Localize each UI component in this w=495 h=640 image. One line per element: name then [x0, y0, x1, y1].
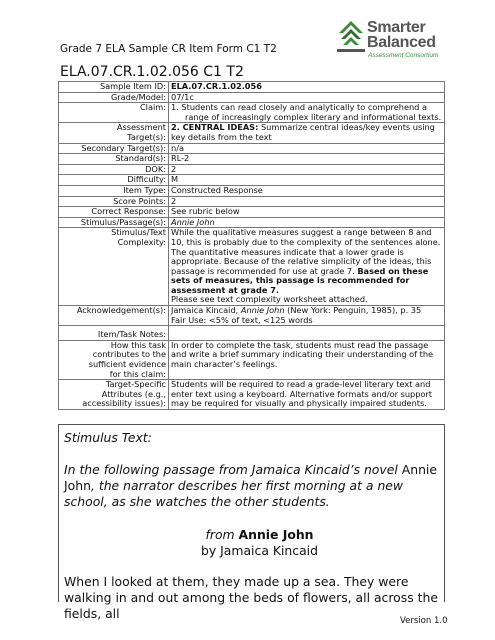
table-row [59, 228, 445, 306]
value-score-points: 2 [169, 196, 445, 207]
table-row [59, 175, 445, 186]
value-difficulty: M [169, 175, 445, 186]
label-grade-model: Grade/Model: [59, 92, 169, 103]
table-row [59, 164, 445, 175]
table-row [59, 123, 445, 143]
logo-mark-icon [337, 19, 365, 53]
table-row [59, 185, 445, 196]
label-sample-item-id: Sample Item ID: [59, 82, 169, 93]
table-row [59, 217, 445, 228]
passage-body: When I looked at them, they made up a sea. They were walking in and out among the beds of flowers, all across the fields, all [64, 574, 438, 621]
value-sample-item-id: ELA.07.CR.1.02.056 [169, 82, 445, 93]
table-row [59, 82, 445, 93]
label-acknowledgement: Acknowledgement(s): [59, 306, 169, 326]
page-header-title: Grade 7 ELA Sample CR Item Form C1 T2 [60, 43, 277, 55]
value-assessment-target: 2. CENTRAL IDEAS: Summarize central ideas/key events using key details from the text [169, 123, 445, 143]
label-standards: Standard(s): [59, 154, 169, 165]
label-task-notes: Item/Task Notes: [59, 326, 169, 341]
label-text-complexity: Stimulus/Text Complexity: [59, 228, 169, 306]
value-secondary-target: n/a [169, 143, 445, 154]
label-claim: Claim: [59, 103, 169, 123]
value-how-contributes: In order to complete the task, students must read the passage and write a brief summary indicating their understanding of the main character’s feelings. [169, 340, 445, 379]
value-dok: 2 [169, 164, 445, 175]
label-secondary-target: Secondary Target(s): [59, 143, 169, 154]
label-score-points: Score Points: [59, 196, 169, 207]
value-text-complexity: While the qualitative measures suggest a range between 8 and 10, this is probably due to the complexity of the sentences alone. The quantitative measures indicate that a lower grade is appropriate. Because of the relative simplicity of the ideas, this passage is recommended for use at grade 7. Based on these sets of measures, this passage is recommended for assessment at grade 7. Please see text complexity worksheet attached. [169, 228, 445, 306]
item-metadata-table [58, 81, 445, 410]
logo-word-smarter: Smarter [367, 19, 426, 36]
label-correct-response: Correct Response: [59, 207, 169, 218]
smarter-balanced-logo [337, 17, 457, 63]
value-correct-response: See rubric below [169, 207, 445, 218]
label-assessment-target: Assessment Target(s): [59, 123, 169, 143]
table-row [59, 103, 445, 123]
logo-word-balanced: Balanced [367, 34, 436, 51]
passage-byline: by Jamaica Kincaid [201, 543, 318, 558]
value-target-specific: Students will be required to read a grade-level literary text and enter text using a keyboard. Alternative formats and/or support may be required for visually and physically impaired students. [169, 380, 445, 410]
stimulus-heading: Stimulus Text: [64, 430, 152, 445]
table-row [59, 92, 445, 103]
label-difficulty: Difficulty: [59, 175, 169, 186]
table-row [59, 143, 445, 154]
passage-source: from Annie John by Jamaica Kincaid [64, 527, 439, 559]
table-row [59, 306, 445, 326]
stimulus-intro: In the following passage from Jamaica Kincaid’s novel Annie John, the narrator describes her first morning at a new school, as she watches the other students. [64, 462, 437, 509]
label-target-specific: Target-Specific Attributes (e.g., accessibility issues): [59, 380, 169, 410]
item-id-heading: ELA.07.CR.1.02.056 C1 T2 [60, 64, 244, 80]
table-row [59, 196, 445, 207]
label-dok: DOK: [59, 164, 169, 175]
table-row [59, 207, 445, 218]
logo-subtitle: Assessment Consortium [368, 52, 439, 59]
stimulus-text-box [58, 424, 445, 621]
value-claim: 1. Students can read closely and analytically to comprehend a range of increasingly complex literary and informational texts. [169, 103, 445, 123]
table-row [59, 326, 445, 341]
value-stimulus-passage: Annie John [169, 217, 445, 228]
value-task-notes [169, 326, 445, 341]
value-acknowledgement: Jamaica Kincaid, Annie John (New York: Penguin, 1985), p. 35 Fair Use: <5% of text, <125 words [169, 306, 445, 326]
version-label: Version 1.0 [400, 616, 448, 626]
label-item-type: Item Type: [59, 185, 169, 196]
table-row [59, 154, 445, 165]
value-standards: RL-2 [169, 154, 445, 165]
label-how-contributes: How this task contributes to the sufficient evidence for this claim: [59, 340, 169, 379]
label-stimulus-passage: Stimulus/Passage(s): [59, 217, 169, 228]
value-item-type: Constructed Response [169, 185, 445, 196]
value-grade-model: 07/1c [169, 92, 445, 103]
table-row [59, 380, 445, 410]
table-row [59, 340, 445, 379]
